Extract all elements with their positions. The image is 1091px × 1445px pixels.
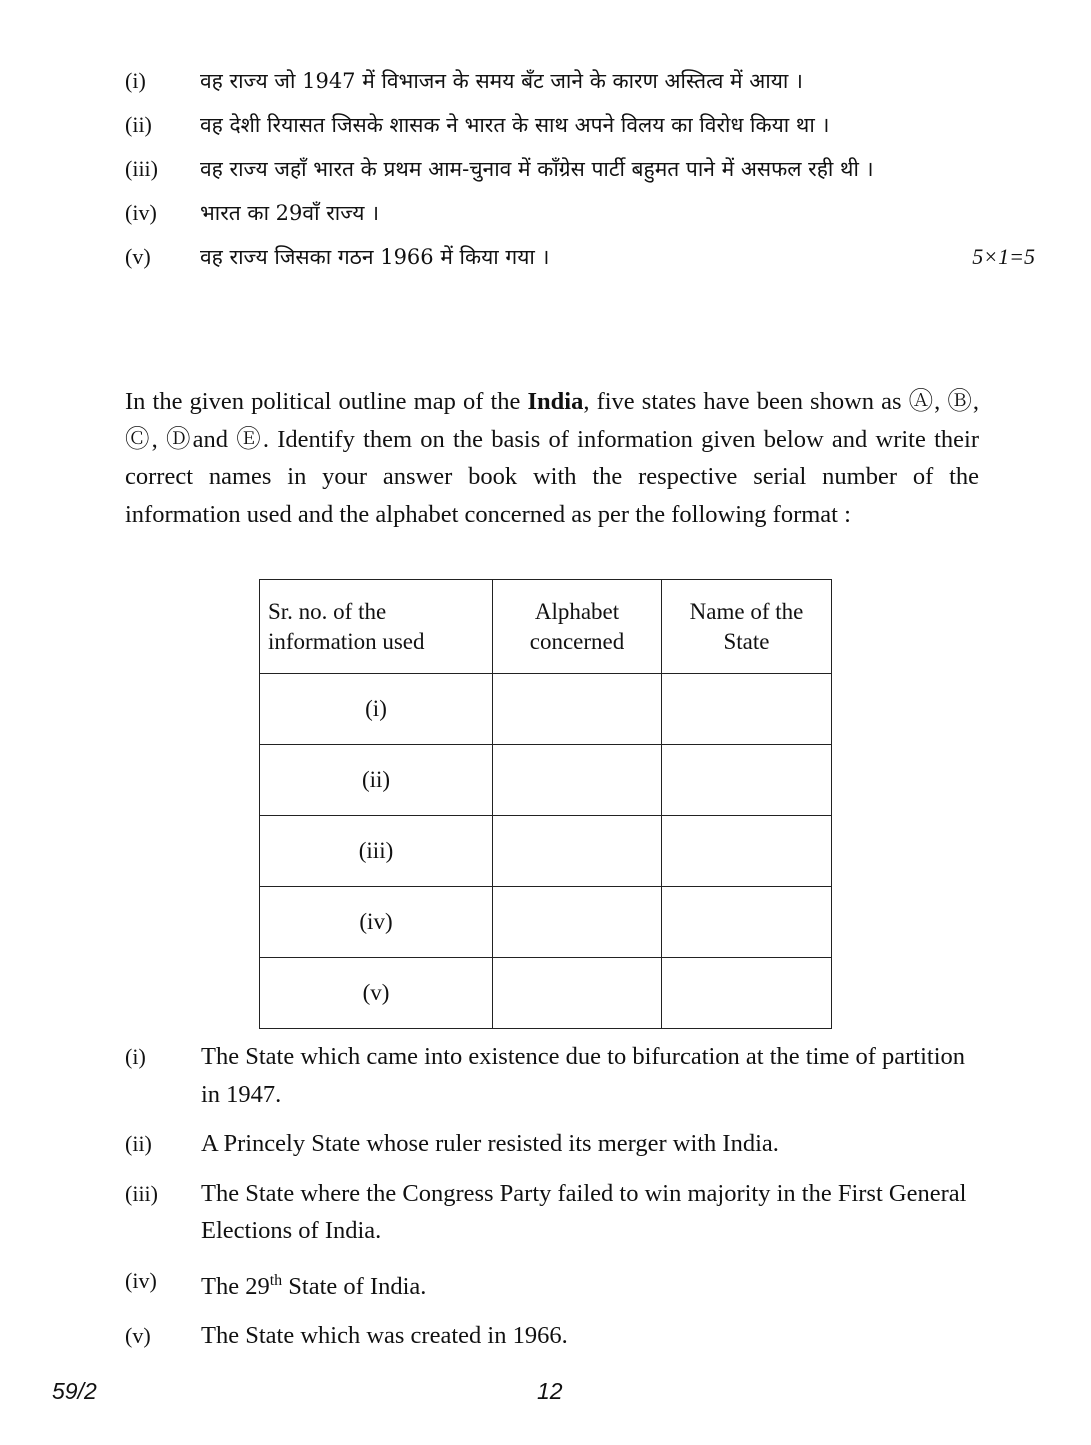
column-header: Sr. no. of the information used bbox=[260, 580, 493, 674]
hindi-item bbox=[125, 150, 1035, 188]
item-number: (v) bbox=[125, 1323, 151, 1349]
table-cell: (iv) bbox=[260, 887, 493, 958]
column-header: Alphabet concerned bbox=[493, 580, 662, 674]
table-cell-empty bbox=[662, 816, 832, 887]
item-text: वह देशी रियासत जिसके शासक ने भारत के साथ अपने विलय का विरोध किया था । bbox=[200, 113, 830, 137]
instruction-text: In the given political outline map of the bbox=[125, 388, 528, 415]
english-item bbox=[125, 1262, 985, 1306]
item-text: The State which came into existence due to bifurcation at the time of partition in 1947. bbox=[201, 1043, 966, 1108]
item-text-part: State of India. bbox=[282, 1272, 427, 1300]
english-item bbox=[125, 1038, 985, 1113]
instruction-bold-word: India bbox=[527, 388, 584, 415]
paper-code: 59/2 bbox=[52, 1378, 97, 1404]
table-cell-empty bbox=[493, 887, 662, 958]
item-text: वह राज्य जो 1947 में विभाजन के समय बँट जाने के कारण अस्तित्व में आया । bbox=[200, 69, 803, 93]
table-cell-empty bbox=[662, 958, 832, 1029]
item-text: A Princely State whose ruler resisted its merger with India. bbox=[201, 1130, 779, 1157]
instruction-text: , five states have been shown as Ⓐ, Ⓑ, Ⓒ, Ⓓand Ⓔ. Identify them on the basis of information given below and write their correct names in your answer book with the respective serial number of the information used and the alphabet concerned as per the following format : bbox=[125, 388, 979, 528]
table-row bbox=[260, 745, 832, 816]
table-row bbox=[260, 674, 832, 745]
item-number: (ii) bbox=[125, 112, 152, 137]
item-number: (iv) bbox=[125, 1267, 157, 1293]
marks-label: 5×1=5 bbox=[972, 244, 1035, 269]
item-text bbox=[201, 1262, 985, 1306]
table-cell-empty bbox=[493, 958, 662, 1029]
item-text: वह राज्य जिसका गठन 1966 में किया गया । bbox=[200, 245, 550, 269]
item-text: The State which was created in 1966. bbox=[201, 1322, 568, 1350]
hindi-item bbox=[125, 238, 1035, 276]
table-cell-empty bbox=[493, 674, 662, 745]
english-item bbox=[125, 1317, 985, 1355]
item-text: भारत का 29वाँ राज्य । bbox=[200, 201, 380, 225]
table-cell-empty bbox=[493, 816, 662, 887]
english-item bbox=[125, 1125, 985, 1163]
instruction-paragraph bbox=[125, 383, 979, 533]
page-number: 12 bbox=[537, 1378, 563, 1404]
table-cell: (i) bbox=[260, 674, 493, 745]
table-cell: (iii) bbox=[260, 816, 493, 887]
english-item bbox=[125, 1175, 985, 1250]
table-cell: (ii) bbox=[260, 745, 493, 816]
hindi-question-list bbox=[125, 62, 1035, 276]
table-row bbox=[260, 816, 832, 887]
item-number: (iii) bbox=[125, 156, 158, 181]
hindi-item bbox=[125, 62, 1035, 100]
item-number: (i) bbox=[125, 68, 146, 93]
hindi-item bbox=[125, 106, 1035, 144]
table-cell-empty bbox=[662, 745, 832, 816]
hindi-item bbox=[125, 194, 1035, 232]
ordinal-suffix: th bbox=[269, 1271, 283, 1289]
column-header: Name of the State bbox=[662, 580, 832, 674]
item-number: (i) bbox=[125, 1044, 146, 1069]
item-text-part: The 29 bbox=[201, 1272, 270, 1300]
item-number: (v) bbox=[125, 244, 151, 269]
table-row bbox=[260, 887, 832, 958]
table-row bbox=[260, 958, 832, 1029]
table-cell: (v) bbox=[260, 958, 493, 1029]
table-cell-empty bbox=[493, 745, 662, 816]
table-cell-empty bbox=[662, 674, 832, 745]
answer-format-table bbox=[259, 579, 832, 1029]
table-header-row bbox=[260, 580, 832, 674]
item-number: (iv) bbox=[125, 200, 157, 225]
item-number: (ii) bbox=[125, 1131, 152, 1156]
item-text: The State where the Congress Party failed to win majority in the First General Elections of India. bbox=[201, 1179, 967, 1244]
english-question-list bbox=[125, 1038, 985, 1367]
item-number: (iii) bbox=[125, 1180, 158, 1206]
item-text: वह राज्य जहाँ भारत के प्रथम आम-चुनाव में काँग्रेस पार्टी बहुमत पाने में असफल रही थी । bbox=[200, 157, 874, 181]
table-cell-empty bbox=[662, 887, 832, 958]
